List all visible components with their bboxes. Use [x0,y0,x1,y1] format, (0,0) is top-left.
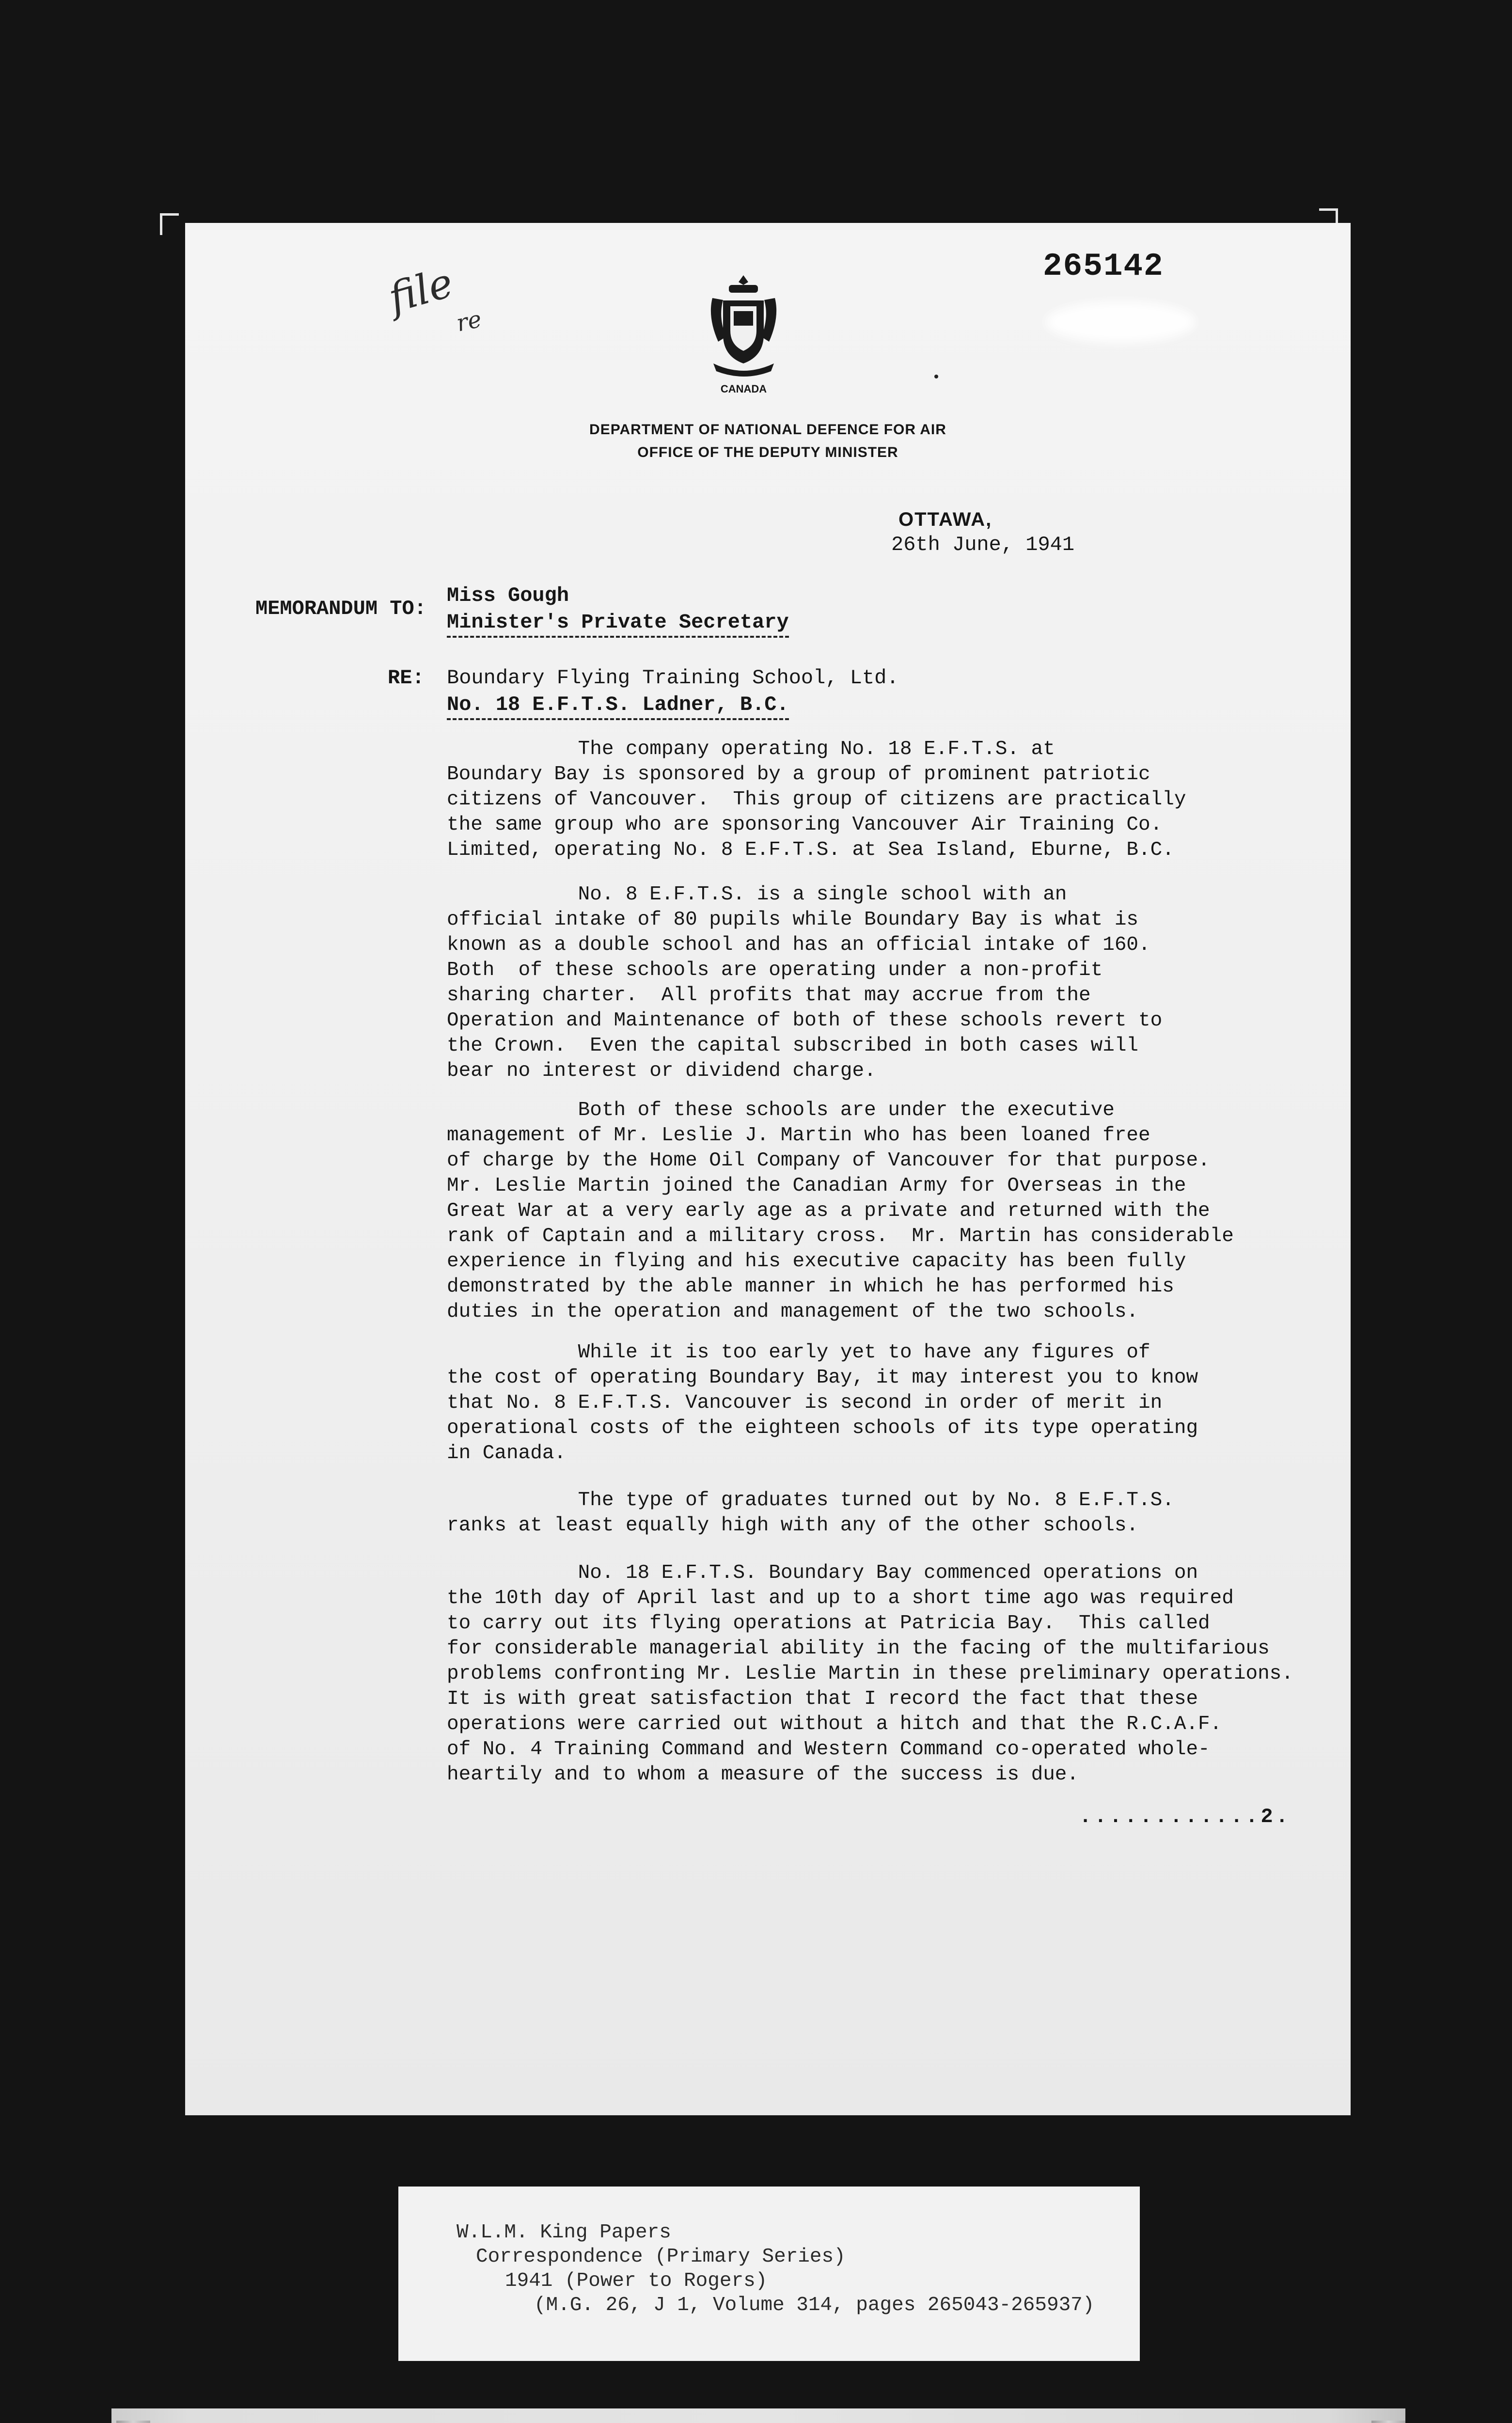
paragraph-6: No. 18 E.F.T.S. Boundary Bay commenced operations on the 10th day of April last and up to a short time ago was required to carry out its flying operations at Patricia Bay. This called for considerable managerial ability in the facing of the multifarious problems confronting Mr. Leslie Martin in these preliminary operations. It is with great satisfaction that I record the fact that these operations were carried out without a hitch and that the R.C.A.F. of No. 4 Training Command and Western Command co-operated whole- heartily and to whom a measure of the success is due. [447,1562,1293,1786]
crop-mark-left [160,213,179,235]
archival-reference-label [398,2187,1140,2361]
stamp-edge-right [1371,2421,1405,2423]
recipient-title: Minister's Private Secretary [447,611,789,638]
continuation-marker: ............2. [1079,1805,1291,1828]
reference-line-3: 1941 (Power to Rogers) [505,2270,768,2292]
city: OTTAWA, [898,509,992,530]
subject-line-1: Boundary Flying Training School, Ltd. [447,666,899,690]
canada-coat-of-arms-icon [704,271,784,380]
paragraph-3: Both of these schools are under the executive management of Mr. Leslie J. Martin who has been loaned free of charge by the Home Oil Company of Vancouver for that purpose. Mr. Leslie Martin joined the Canadian Army for Overseas in the Great War at a very early age as a private and returned with the rank of Captain and a military cross. Mr. Martin has considerable experience in flying and his executive capacity has been fully demonstrated by the able manner in which he has performed his duties in the operation and management of the two schools. [447,1099,1234,1323]
erasure-smudge [1045,301,1196,343]
public-archives-stamp [111,2408,1405,2423]
department-heading: DEPARTMENT OF NATIONAL DEFENCE FOR AIR [589,422,946,438]
paragraph-1: The company operating No. 18 E.F.T.S. at Boundary Bay is sponsored by a group of prominent patriotic citizens of Vancouver. This group of citizens are practically the same group who are sponsoring Vancouver Air Training Co. Limited, operating No. 8 E.F.T.S. at Sea Island, Eburne, B.C. [447,738,1186,861]
paragraph-2: No. 8 E.F.T.S. is a single school with an official intake of 80 pupils while Boundary Bay is what is known as a double school and has an official intake of 160. Both of these schools are operating under a non-profit sharing charter. All profits that may accrue from the Operation and Maintenance of both of these schools revert to the Crown. Even the capital subscribed in both cases will bear no interest or dividend charge. [447,883,1163,1082]
recipient-name: Miss Gough [447,584,569,607]
reference-line-1: W.L.M. King Papers [457,2221,671,2244]
memorandum-to-label: MEMORANDUM TO: [255,597,426,620]
reference-line-4: (M.G. 26, J 1, Volume 314, pages 265043-265937) [534,2294,1095,2316]
handwritten-annotation-sub: re [454,305,484,337]
crest-label: CANADA [720,383,767,395]
subject-line-2: No. 18 E.F.T.S. Ladner, B.C. [447,693,789,720]
reference-line-2: Correspondence (Primary Series) [476,2246,846,2268]
ink-dot [934,375,938,378]
page-number: 265142 [1043,248,1164,284]
stamp-edge-left [116,2421,150,2423]
office-heading: OFFICE OF THE DEPUTY MINISTER [637,444,898,460]
re-label: RE: [388,666,425,690]
handwritten-annotation: file [383,258,458,322]
date: 26th June, 1941 [891,533,1075,556]
paragraph-5: The type of graduates turned out by No. 8 E.F.T.S. ranks at least equally high with any of the other schools. [447,1489,1174,1537]
paragraph-4: While it is too early yet to have any figures of the cost of operating Boundary Bay, it may interest you to know that No. 8 E.F.T.S. Vancouver is second in order of merit in operational costs of the eighteen schools of its type operating in Canada. [447,1341,1198,1464]
memorandum-page [185,223,1351,2115]
